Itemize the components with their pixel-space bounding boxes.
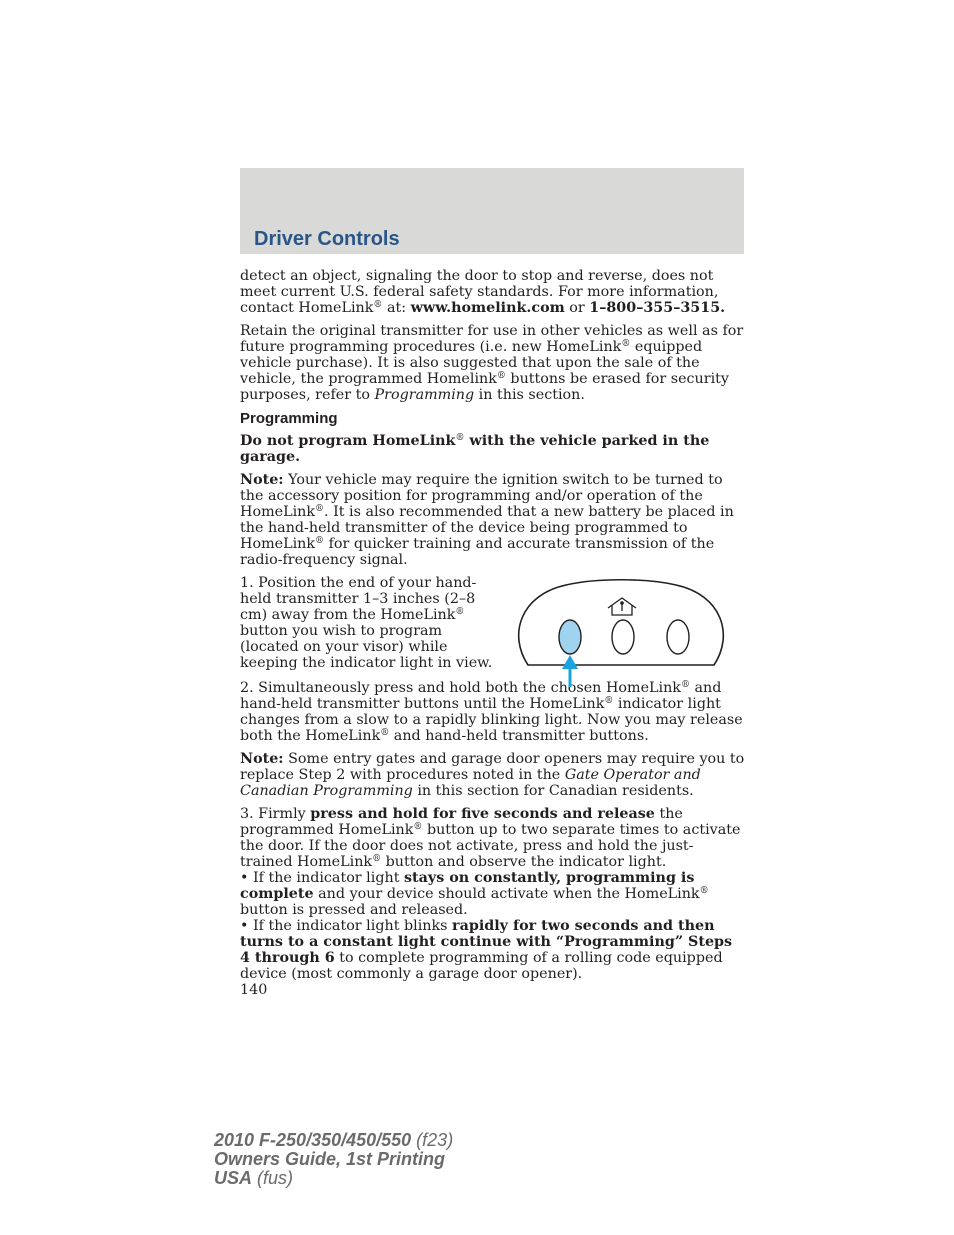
homelink-website: www.homelink.com [410, 300, 565, 316]
footer-line-3: USA (fus) [214, 1168, 294, 1188]
paragraph-retain-transmitter: Retain the original transmitter for use in other vehicles as well as for future programming procedures (i.e. new HomeLink® equipped vehicle purchase). It is also suggested that upon the sale of the vehicle, the programmed Homelink® buttons be erased for security purposes, refer to Programming in this section. [240, 323, 744, 403]
footer-line-1: 2010 F-250/350/450/550 (f23) [214, 1130, 454, 1150]
homelink-phone: 1–800–355–3515. [589, 300, 726, 316]
footer-line-2: Owners Guide, 1st Printing [214, 1149, 446, 1169]
note-gate-operators: Note: Some entry gates and garage door openers may require you to replace Step 2 with procedures noted in the Gate Operator and Canadian Programming in this section for Canadian residents. [240, 751, 745, 799]
bullet-programming-complete: • If the indicator light stays on constantly, programming is complete and your device should activate when the HomeLink® button is pressed and released. [240, 870, 709, 918]
note-ignition: Note: Your vehicle may require the ignition switch to be turned to the accessory position for programming and/or operation of the HomeLink®. It is also recommended that a new battery be placed in the hand-held transmitter of the device being programmed to HomeLink® for quicker training and accurate transmission of the radio-frequency signal. [240, 472, 734, 568]
homelink-button-2 [612, 620, 634, 654]
warning-do-not-program: Do not program HomeLink® with the vehicle parked in the garage. [240, 433, 710, 465]
homelink-button-1 [559, 620, 581, 654]
step1-with-figure [240, 575, 745, 680]
homelink-button-3 [667, 620, 689, 654]
step-3: 3. Firmly press and hold for five seconds and release the programmed HomeLink® button up to two separate times to activate the door. If the door does not activate, press and hold the just-trained HomeLink® button and observe the indicator light. [240, 806, 741, 870]
paragraph-homelink-contact: detect an object, signaling the door to stop and reverse, does not meet current U.S. federal safety standards. For more information, contact HomeLink® at: www.homelink.com or 1–800–355–3515. [240, 268, 726, 316]
page-content [240, 268, 745, 998]
bullet-rolling-code: • If the indicator light blinks rapidly for two seconds and then turns to a constant light continue with “Programming” Steps 4 through 6 to complete programming of a rolling code equipped device (most commonly a garage door opener). [240, 918, 733, 982]
step-1: 1. Position the end of your hand-held transmitter 1–3 inches (2–8 cm) away from the HomeLink® button you wish to program (located on your visor) while keeping the indicator light in view. [240, 575, 493, 671]
step-2: 2. Simultaneously press and hold both the chosen HomeLink® and hand-held transmitter buttons until the HomeLink® indicator light changes from a slow to a rapidly blinking light. Now you may release both the HomeLink® and hand-held transmitter buttons. [240, 680, 743, 744]
page-number: 140 [240, 982, 268, 998]
subheading-programming: Programming [240, 410, 338, 427]
document-footer [214, 1131, 453, 1188]
section-title: Driver Controls [254, 228, 400, 250]
homelink-buttons-figure [516, 575, 726, 687]
